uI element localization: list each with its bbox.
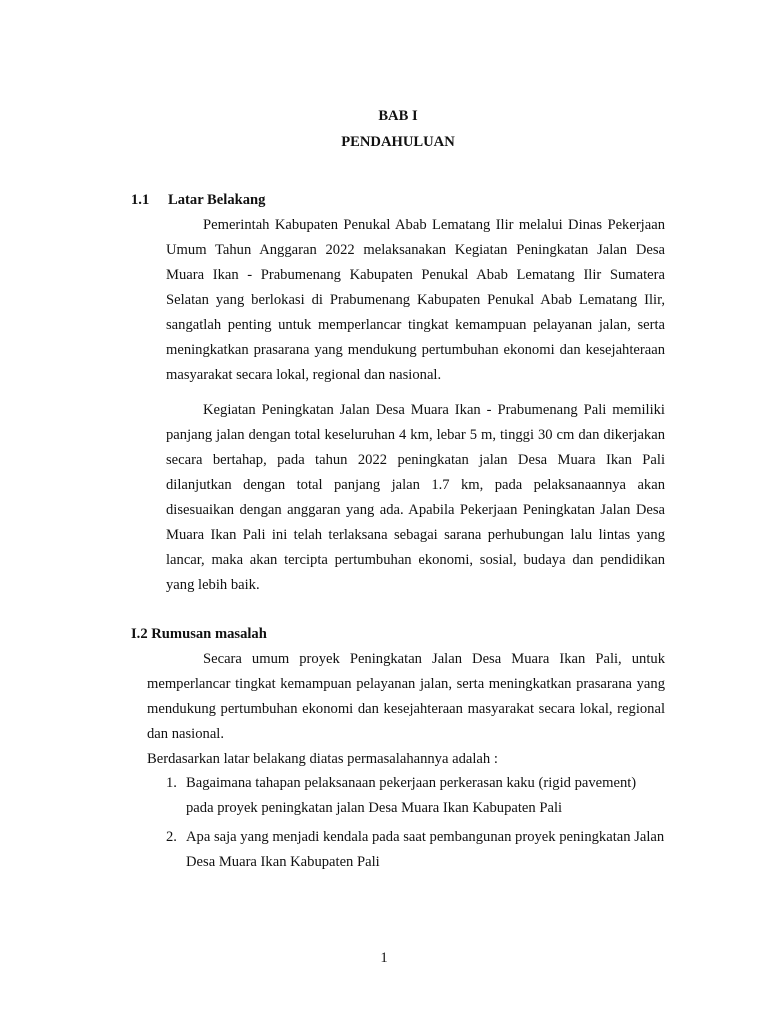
list-item bbox=[166, 771, 665, 821]
background-paragraph-2: Kegiatan Peningkatan Jalan Desa Muara Ikan - Prabumenang Pali memiliki panjang jalan dengan total keseluruhan 4 km, lebar 5 m, tinggi 30 cm dan dikerjakan secara bertahap, pada tahun 2022 peningkatan jalan Desa Muara Ikan Pali dilanjutkan dengan total panjang jalan 1.7 km, pada pelaksanaannya akan disesuaikan dengan anggaran yang ada. Apabila Pekerjaan Peningkatan Jalan Desa Muara Ikan Pali ini telah terlaksana sebagai sarana perhubungan lalu lintas yang lancar, maka akan tercipta pertumbuhan ekonomi, sosial, budaya dan pendidikan yang lebih baik. bbox=[166, 402, 665, 593]
list-item-text: Bagaimana tahapan pelaksanaan pekerjaan perkerasan kaku (rigid pavement) pada proyek peningkatan jalan Desa Muara Ikan Kabupaten Pali bbox=[186, 775, 637, 816]
background-paragraph-1: Pemerintah Kabupaten Penukal Abab Lematang Ilir melalui Dinas Pekerjaan Umum Tahun Anggaran 2022 melaksanakan Kegiatan Peningkatan Jalan Desa Muara Ikan - Prabumenang Kabupaten Penukal Abab Lematang Ilir Sumatera Selatan yang berlokasi di Prabumenang Kabupaten Penukal Abab Lematang Ilir, sangatlah penting untuk memperlancar tingkat kemampuan pelayanan jalan, serta meningkatkan prasarana yang mendukung pertumbuhan ekonomi dan kesejahteraan masyarakat secara lokal, regional dan nasional. bbox=[166, 217, 665, 383]
background-section bbox=[166, 213, 665, 598]
list-item bbox=[166, 825, 665, 875]
chapter-label: BAB I bbox=[378, 108, 418, 124]
chapter-title: PENDAHULUAN bbox=[341, 134, 455, 150]
page-number: 1 bbox=[380, 950, 388, 966]
problem-intro: Berdasarkan latar belakang diatas permasalahannya adalah : bbox=[147, 751, 498, 767]
list-item-number: 1. bbox=[166, 775, 177, 791]
problem-section bbox=[147, 647, 665, 772]
problem-list bbox=[166, 771, 665, 875]
section-number: 1.1 bbox=[131, 192, 150, 208]
section-title: Latar Belakang bbox=[168, 192, 266, 208]
problem-paragraph: Secara umum proyek Peningkatan Jalan Desa Muara Ikan Pali, untuk memperlancar tingkat kemampuan pelayanan jalan, serta meningkatkan prasarana yang mendukung pertumbuhan ekonomi dan kesejahteraan masyarakat secara lokal, regional dan nasional. bbox=[147, 651, 665, 742]
section-title: I.2 Rumusan masalah bbox=[131, 626, 267, 642]
list-item-text: Apa saja yang menjadi kendala pada saat pembangunan proyek peningkatan Jalan Desa Muara Ikan Kabupaten Pali bbox=[186, 829, 665, 870]
list-item-number: 2. bbox=[166, 829, 177, 845]
